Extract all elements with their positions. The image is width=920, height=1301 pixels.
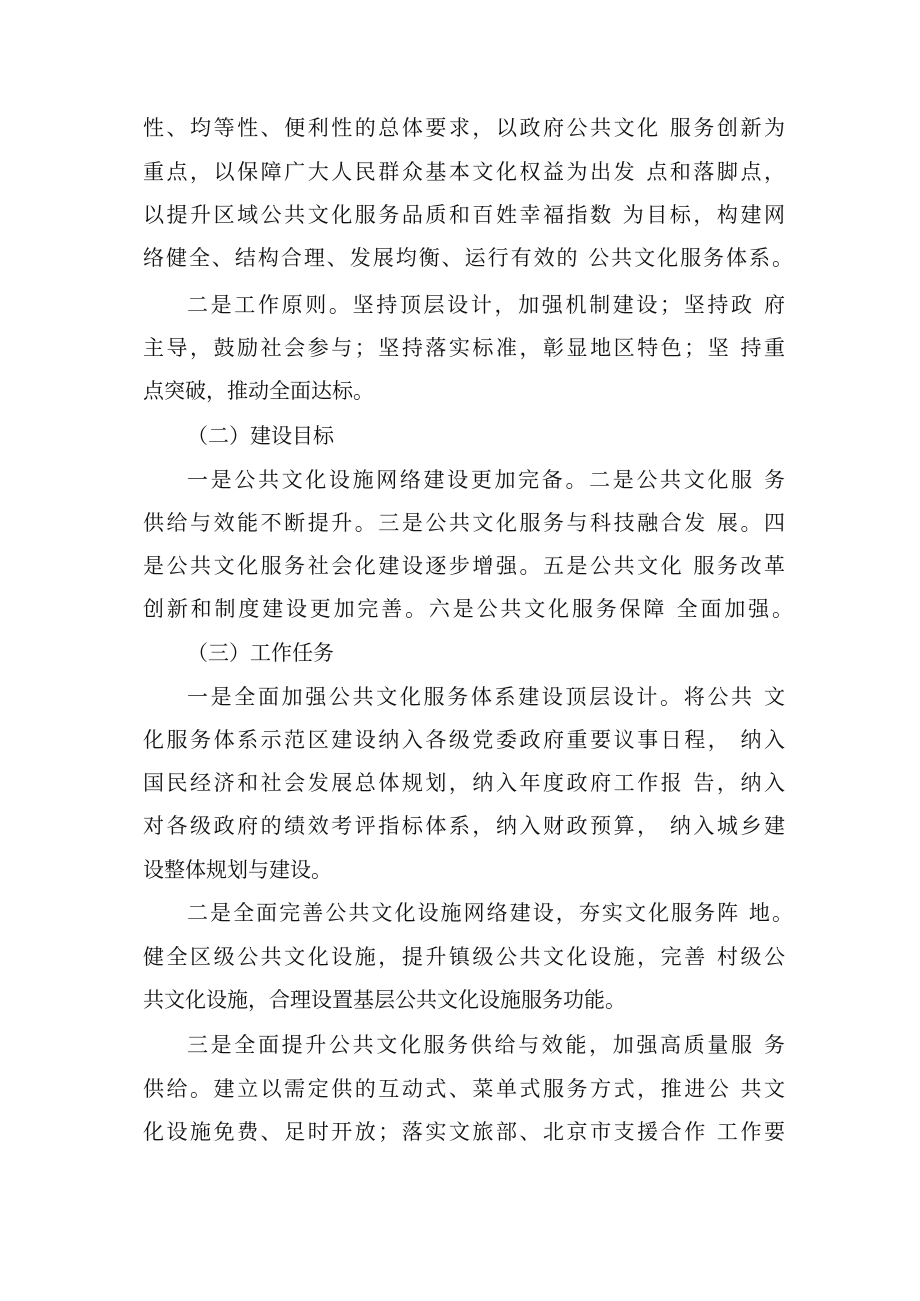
text-line: 是公共文化服务社会化建设逐步增强。五是公共文化 服务改革: [143, 554, 785, 578]
section-heading: （三）工作任务: [187, 641, 334, 665]
text-line: 健全区级公共文化设施，提升镇级公共文化设施，完善 村级公: [143, 945, 785, 969]
text-line: 设整体规划与建设。: [143, 858, 332, 882]
text-line: 以提升区域公共文化服务品质和百姓幸福指数 为目标，构建网: [143, 203, 785, 227]
text-line: 化服务体系示范区建设纳入各级党委政府重要议事日程， 纳入: [143, 728, 785, 752]
text-line: 主导，鼓励社会参与；坚持落实标准，彰显地区特色；坚 持重: [143, 336, 785, 360]
text-line: 一是公共文化设施网络建设更加完备。二是公共文化服 务: [187, 468, 785, 492]
text-line: 二是工作原则。坚持顶层设计，加强机制建设；坚持政 府: [187, 293, 785, 317]
section-heading: （二）建设目标: [187, 424, 334, 448]
text-line: 共文化设施，合理设置基层公共文化设施服务功能。: [143, 988, 626, 1012]
text-line: 对各级政府的绩效考评指标体系，纳入财政预算， 纳入城乡建: [143, 814, 785, 838]
text-line: 点突破，推动全面达标。: [143, 379, 374, 403]
text-line: 络健全、结构合理、发展均衡、运行有效的 公共文化服务体系。: [143, 246, 793, 270]
text-line: 化设施免费、足时开放；落实文旅部、北京市支援合作 工作要: [143, 1120, 785, 1144]
text-line: 三是全面提升公共文化服务供给与效能，加强高质量服 务: [187, 1033, 785, 1057]
text-line: 性、均等性、便利性的总体要求，以政府公共文化 服务创新为: [143, 116, 785, 140]
text-line: 供给。建立以需定供的互动式、菜单式服务方式，推进公 共文: [143, 1077, 785, 1101]
text-line: 一是全面加强公共文化服务体系建设顶层设计。将公共 文: [187, 685, 785, 709]
text-line: 二是全面完善公共文化设施网络建设，夯实文化服务阵 地。: [187, 901, 793, 925]
text-line: 供给与效能不断提升。三是公共文化服务与科技融合发 展。四: [143, 511, 785, 535]
text-line: 创新和制度建设更加完善。六是公共文化服务保障 全面加强。: [143, 597, 793, 621]
text-line: 国民经济和社会发展总体规划，纳入年度政府工作报 告，纳入: [143, 771, 785, 795]
text-line: 重点，以保障广大人民群众基本文化权益为出发 点和落脚点，: [143, 160, 785, 184]
